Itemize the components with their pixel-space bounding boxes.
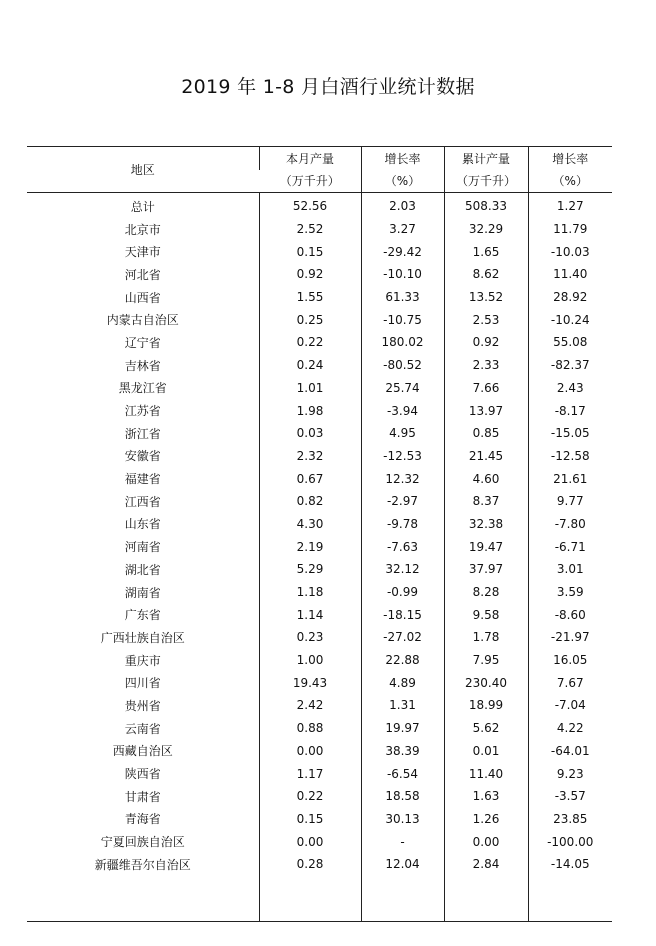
spacer-cell	[259, 876, 361, 922]
cell-region: 西藏自治区	[112, 744, 173, 759]
cell-cumulative-output: 8.37	[444, 490, 528, 513]
cell-monthly-growth: 12.04	[361, 853, 444, 876]
cell-region: 重庆市	[124, 653, 161, 668]
cell-cumulative-growth: -21.97	[528, 626, 612, 649]
cell-monthly-growth: 1.31	[361, 694, 444, 717]
table-row	[27, 671, 612, 694]
cell-monthly-output: 0.15	[259, 240, 361, 263]
table-row	[27, 830, 612, 853]
cell-cumulative-growth: 3.59	[528, 581, 612, 604]
cell-cumulative-growth: -15.05	[528, 422, 612, 445]
cell-monthly-output: 0.25	[259, 308, 361, 331]
cell-cumulative-output: 13.52	[444, 286, 528, 309]
cell-monthly-growth: -7.63	[361, 535, 444, 558]
cell-monthly-output: 2.32	[259, 445, 361, 468]
cell-cumulative-output: 19.47	[444, 535, 528, 558]
table-row	[27, 603, 612, 626]
cell-cumulative-output: 508.33	[444, 193, 528, 218]
cell-region: 四川省	[124, 676, 161, 691]
table-row	[27, 717, 612, 740]
cell-region: 内蒙古自治区	[106, 313, 179, 328]
spacer-cell	[528, 876, 612, 922]
cell-region: 北京市	[124, 222, 161, 237]
table-row	[27, 649, 612, 672]
cell-monthly-output: 0.28	[259, 853, 361, 876]
cell-cumulative-growth: -82.37	[528, 354, 612, 377]
table-body	[27, 193, 612, 922]
cell-monthly-growth: -10.75	[361, 308, 444, 331]
cell-region: 广东省	[124, 608, 161, 623]
cell-monthly-output: 0.88	[259, 717, 361, 740]
header-region: 地区	[27, 147, 259, 193]
table-row	[27, 762, 612, 785]
cell-cumulative-output: 0.00	[444, 830, 528, 853]
cell-monthly-output: 52.56	[259, 193, 361, 218]
cell-cumulative-output: 32.29	[444, 218, 528, 241]
cell-cumulative-output: 18.99	[444, 694, 528, 717]
cell-monthly-growth: 30.13	[361, 808, 444, 831]
cell-cumulative-growth: -8.60	[528, 603, 612, 626]
cell-cumulative-output: 1.26	[444, 808, 528, 831]
cell-cumulative-output: 2.33	[444, 354, 528, 377]
cell-cumulative-growth: -6.71	[528, 535, 612, 558]
table-row	[27, 354, 612, 377]
table-row	[27, 558, 612, 581]
table-row	[27, 263, 612, 286]
cell-region: 云南省	[124, 721, 161, 736]
table-row	[27, 740, 612, 763]
table-row	[27, 467, 612, 490]
table-row	[27, 853, 612, 876]
cell-cumulative-growth: -7.04	[528, 694, 612, 717]
table-row	[27, 535, 612, 558]
cell-monthly-output: 0.24	[259, 354, 361, 377]
cell-cumulative-output: 32.38	[444, 513, 528, 536]
cell-monthly-growth: 32.12	[361, 558, 444, 581]
cell-region: 宁夏回族自治区	[100, 835, 185, 850]
cell-cumulative-growth: 11.40	[528, 263, 612, 286]
cell-monthly-output: 0.00	[259, 740, 361, 763]
cell-monthly-growth: 38.39	[361, 740, 444, 763]
cell-cumulative-growth: 2.43	[528, 377, 612, 400]
cell-region: 山东省	[124, 517, 161, 532]
cell-region: 河北省	[124, 267, 161, 282]
cell-region: 湖北省	[124, 562, 161, 577]
cell-monthly-growth: 19.97	[361, 717, 444, 740]
cell-cumulative-growth: -64.01	[528, 740, 612, 763]
table-row	[27, 694, 612, 717]
cell-region: 贵州省	[124, 698, 161, 713]
cell-cumulative-output: 37.97	[444, 558, 528, 581]
table-row	[27, 626, 612, 649]
cell-monthly-growth: -2.97	[361, 490, 444, 513]
cell-region: 辽宁省	[124, 335, 161, 350]
cell-monthly-growth: 3.27	[361, 218, 444, 241]
cell-cumulative-growth: -8.17	[528, 399, 612, 422]
cell-region: 吉林省	[124, 358, 161, 373]
header-cumulative-growth-unit: （%）	[528, 170, 612, 193]
cell-monthly-growth: 25.74	[361, 377, 444, 400]
cell-cumulative-growth: -12.58	[528, 445, 612, 468]
cell-monthly-growth: -12.53	[361, 445, 444, 468]
cell-monthly-growth: -27.02	[361, 626, 444, 649]
table-row	[27, 445, 612, 468]
cell-cumulative-output: 0.01	[444, 740, 528, 763]
cell-cumulative-growth: 21.61	[528, 467, 612, 490]
cell-cumulative-output: 230.40	[444, 671, 528, 694]
cell-cumulative-growth: -100.00	[528, 830, 612, 853]
cell-cumulative-output: 1.63	[444, 785, 528, 808]
cell-cumulative-growth: -7.80	[528, 513, 612, 536]
cell-region: 陕西省	[124, 767, 161, 782]
table-header	[27, 147, 612, 193]
cell-monthly-output: 0.15	[259, 808, 361, 831]
cell-monthly-growth: -80.52	[361, 354, 444, 377]
cell-monthly-output: 0.00	[259, 830, 361, 853]
header-cumulative-output: 累计产量	[444, 147, 528, 170]
cell-cumulative-output: 8.62	[444, 263, 528, 286]
table-row	[27, 193, 612, 218]
cell-monthly-output: 1.17	[259, 762, 361, 785]
cell-cumulative-growth: 55.08	[528, 331, 612, 354]
cell-cumulative-growth: 7.67	[528, 671, 612, 694]
table-row	[27, 308, 612, 331]
cell-monthly-growth: 180.02	[361, 331, 444, 354]
cell-region: 青海省	[124, 812, 161, 827]
cell-cumulative-output: 0.85	[444, 422, 528, 445]
cell-region: 江苏省	[124, 404, 161, 419]
cell-monthly-growth: 4.89	[361, 671, 444, 694]
cell-region: 黑龙江省	[118, 381, 167, 396]
cell-cumulative-output: 1.78	[444, 626, 528, 649]
cell-cumulative-growth: 1.27	[528, 193, 612, 218]
table-row	[27, 422, 612, 445]
header-cumulative-growth: 增长率	[528, 147, 612, 170]
table-row	[27, 218, 612, 241]
header-monthly-output-unit: （万千升）	[259, 170, 361, 193]
cell-cumulative-output: 1.65	[444, 240, 528, 263]
cell-monthly-growth: 12.32	[361, 467, 444, 490]
cell-monthly-growth: -9.78	[361, 513, 444, 536]
header-row-labels	[27, 147, 612, 170]
spacer-cell	[361, 876, 444, 922]
cell-monthly-output: 0.22	[259, 331, 361, 354]
table-row	[27, 377, 612, 400]
cell-monthly-output: 0.03	[259, 422, 361, 445]
cell-cumulative-growth: -10.24	[528, 308, 612, 331]
spacer-cell	[444, 876, 528, 922]
cell-monthly-output: 5.29	[259, 558, 361, 581]
cell-cumulative-output: 8.28	[444, 581, 528, 604]
table-row	[27, 581, 612, 604]
cell-cumulative-output: 7.66	[444, 377, 528, 400]
header-cumulative-output-unit: （万千升）	[444, 170, 528, 193]
cell-cumulative-output: 0.92	[444, 331, 528, 354]
cell-cumulative-output: 13.97	[444, 399, 528, 422]
table-spacer-row	[27, 876, 612, 922]
cell-monthly-output: 1.55	[259, 286, 361, 309]
cell-monthly-growth: 4.95	[361, 422, 444, 445]
table-row	[27, 808, 612, 831]
cell-cumulative-growth: 23.85	[528, 808, 612, 831]
cell-monthly-output: 0.82	[259, 490, 361, 513]
header-monthly-growth-unit: （%）	[361, 170, 444, 193]
cell-region: 山西省	[124, 290, 161, 305]
table-row	[27, 286, 612, 309]
cell-cumulative-growth: 4.22	[528, 717, 612, 740]
header-monthly-output: 本月产量	[259, 147, 361, 170]
cell-cumulative-growth: 28.92	[528, 286, 612, 309]
cell-region: 总计	[130, 199, 155, 214]
cell-region: 湖南省	[124, 585, 161, 600]
cell-monthly-output: 1.98	[259, 399, 361, 422]
cell-region: 新疆维吾尔自治区	[94, 857, 191, 872]
cell-cumulative-output: 9.58	[444, 603, 528, 626]
cell-cumulative-output: 2.84	[444, 853, 528, 876]
cell-region: 浙江省	[124, 426, 161, 441]
cell-region: 甘肃省	[124, 789, 161, 804]
cell-monthly-growth: -6.54	[361, 762, 444, 785]
header-monthly-growth: 增长率	[361, 147, 444, 170]
cell-cumulative-growth: 9.77	[528, 490, 612, 513]
table-row	[27, 513, 612, 536]
cell-monthly-growth: -3.94	[361, 399, 444, 422]
cell-monthly-output: 2.42	[259, 694, 361, 717]
cell-region: 江西省	[124, 494, 161, 509]
cell-region: 广西壮族自治区	[100, 630, 185, 645]
cell-monthly-output: 0.92	[259, 263, 361, 286]
cell-monthly-growth: 18.58	[361, 785, 444, 808]
table-row	[27, 331, 612, 354]
cell-cumulative-growth: 3.01	[528, 558, 612, 581]
cell-monthly-output: 0.22	[259, 785, 361, 808]
cell-cumulative-output: 21.45	[444, 445, 528, 468]
cell-cumulative-output: 11.40	[444, 762, 528, 785]
cell-region: 福建省	[124, 472, 161, 487]
cell-monthly-growth: 22.88	[361, 649, 444, 672]
table-row	[27, 399, 612, 422]
cell-monthly-output: 0.67	[259, 467, 361, 490]
statistics-table	[27, 146, 612, 922]
cell-monthly-output: 2.52	[259, 218, 361, 241]
cell-cumulative-growth: 9.23	[528, 762, 612, 785]
cell-monthly-growth: 61.33	[361, 286, 444, 309]
cell-monthly-growth: -	[361, 830, 444, 853]
cell-monthly-output: 4.30	[259, 513, 361, 536]
cell-monthly-output: 1.01	[259, 377, 361, 400]
cell-cumulative-output: 2.53	[444, 308, 528, 331]
cell-cumulative-growth: -10.03	[528, 240, 612, 263]
cell-cumulative-output: 4.60	[444, 467, 528, 490]
cell-monthly-output: 1.00	[259, 649, 361, 672]
table-row	[27, 490, 612, 513]
cell-region: 安徽省	[124, 449, 161, 464]
spacer-cell	[27, 876, 259, 922]
cell-monthly-output: 0.23	[259, 626, 361, 649]
cell-monthly-growth: -18.15	[361, 603, 444, 626]
cell-cumulative-growth: 16.05	[528, 649, 612, 672]
cell-monthly-output: 1.14	[259, 603, 361, 626]
cell-monthly-output: 19.43	[259, 671, 361, 694]
cell-monthly-growth: 2.03	[361, 193, 444, 218]
cell-region: 天津市	[124, 245, 161, 260]
cell-monthly-growth: -0.99	[361, 581, 444, 604]
cell-monthly-output: 1.18	[259, 581, 361, 604]
table-row	[27, 240, 612, 263]
cell-monthly-growth: -29.42	[361, 240, 444, 263]
cell-cumulative-output: 5.62	[444, 717, 528, 740]
cell-cumulative-growth: -14.05	[528, 853, 612, 876]
cell-cumulative-growth: 11.79	[528, 218, 612, 241]
cell-cumulative-output: 7.95	[444, 649, 528, 672]
cell-region: 河南省	[124, 540, 161, 555]
cell-monthly-output: 2.19	[259, 535, 361, 558]
page-title: 2019 年 1-8 月白酒行业统计数据	[181, 76, 475, 98]
cell-cumulative-growth: -3.57	[528, 785, 612, 808]
table-row	[27, 785, 612, 808]
cell-monthly-growth: -10.10	[361, 263, 444, 286]
